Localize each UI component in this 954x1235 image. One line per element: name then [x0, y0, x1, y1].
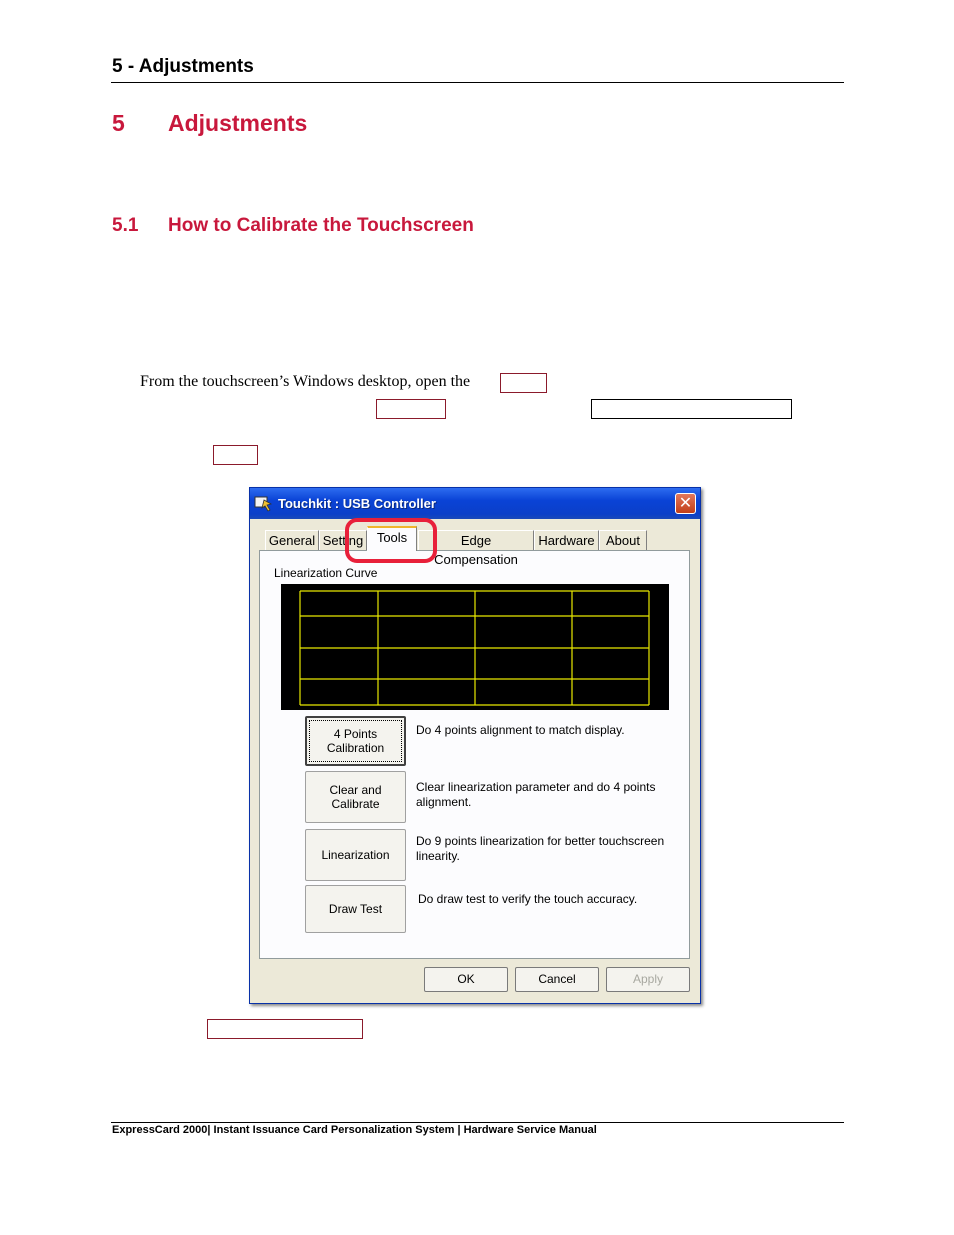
tools-tab-highlight	[345, 518, 437, 563]
grid-lines	[300, 591, 649, 705]
four-points-calibration-button[interactable]	[305, 716, 406, 766]
dialog-title: Touchkit : USB Controller	[278, 496, 436, 511]
clear-and-calibrate-button[interactable]	[305, 771, 406, 823]
button-description: Do draw test to verify the touch accuracy.	[418, 892, 638, 906]
redacted-box	[500, 373, 547, 393]
button-description: Do 9 points linearization for better touchscreen linearity.	[416, 834, 665, 863]
button-label: 4 Points Calibration	[326, 727, 385, 755]
cancel-button[interactable]: Cancel	[515, 967, 599, 992]
linearization-curve-grid	[281, 584, 669, 710]
button-label: Clear and Calibrate	[329, 783, 382, 811]
footer-text: ExpressCard 2000| Instant Issuance Card Personalization System | Hardware Service Manual	[112, 1124, 597, 1136]
apply-button[interactable]: Apply	[606, 967, 690, 992]
linearization-curve-label: Linearization Curve	[274, 566, 378, 580]
draw-test-button[interactable]	[305, 885, 406, 933]
ok-button[interactable]: OK	[424, 967, 508, 992]
linearization-button[interactable]	[305, 829, 406, 881]
footer-rule	[111, 1122, 844, 1123]
redacted-box	[591, 399, 792, 419]
running-header: 5 - Adjustments	[112, 56, 254, 77]
chapter-number: 5	[112, 110, 125, 136]
button-label: Linearization	[321, 848, 390, 862]
redacted-caption-box	[207, 1019, 363, 1039]
tab-hardware[interactable]: Hardware	[534, 530, 599, 550]
button-description: Do 4 points alignment to match display.	[416, 723, 625, 737]
tab-setting[interactable]: Setting	[319, 530, 367, 550]
redacted-box	[376, 399, 446, 419]
section-number: 5.1	[112, 215, 139, 236]
section-title: How to Calibrate the Touchscreen	[168, 215, 474, 236]
tab-edge-compensation[interactable]: Edge Compensation	[418, 530, 534, 550]
tab-about[interactable]: About	[599, 530, 647, 550]
button-label: Draw Test	[328, 902, 383, 916]
instruction-text: From the touchscreen’s Windows desktop, open the	[140, 373, 471, 390]
close-button[interactable]: ✕	[675, 493, 696, 514]
chapter-title: Adjustments	[168, 110, 308, 136]
redacted-box	[213, 445, 258, 465]
touchkit-app-icon	[254, 494, 274, 512]
tab-general[interactable]: General	[265, 530, 319, 550]
touchkit-dialog	[249, 487, 701, 1004]
tab-tools[interactable]: Tools	[367, 526, 417, 551]
dialog-titlebar	[250, 488, 700, 519]
header-rule	[111, 82, 844, 83]
button-description: Clear linearization parameter and do 4 points alignment.	[416, 780, 656, 809]
